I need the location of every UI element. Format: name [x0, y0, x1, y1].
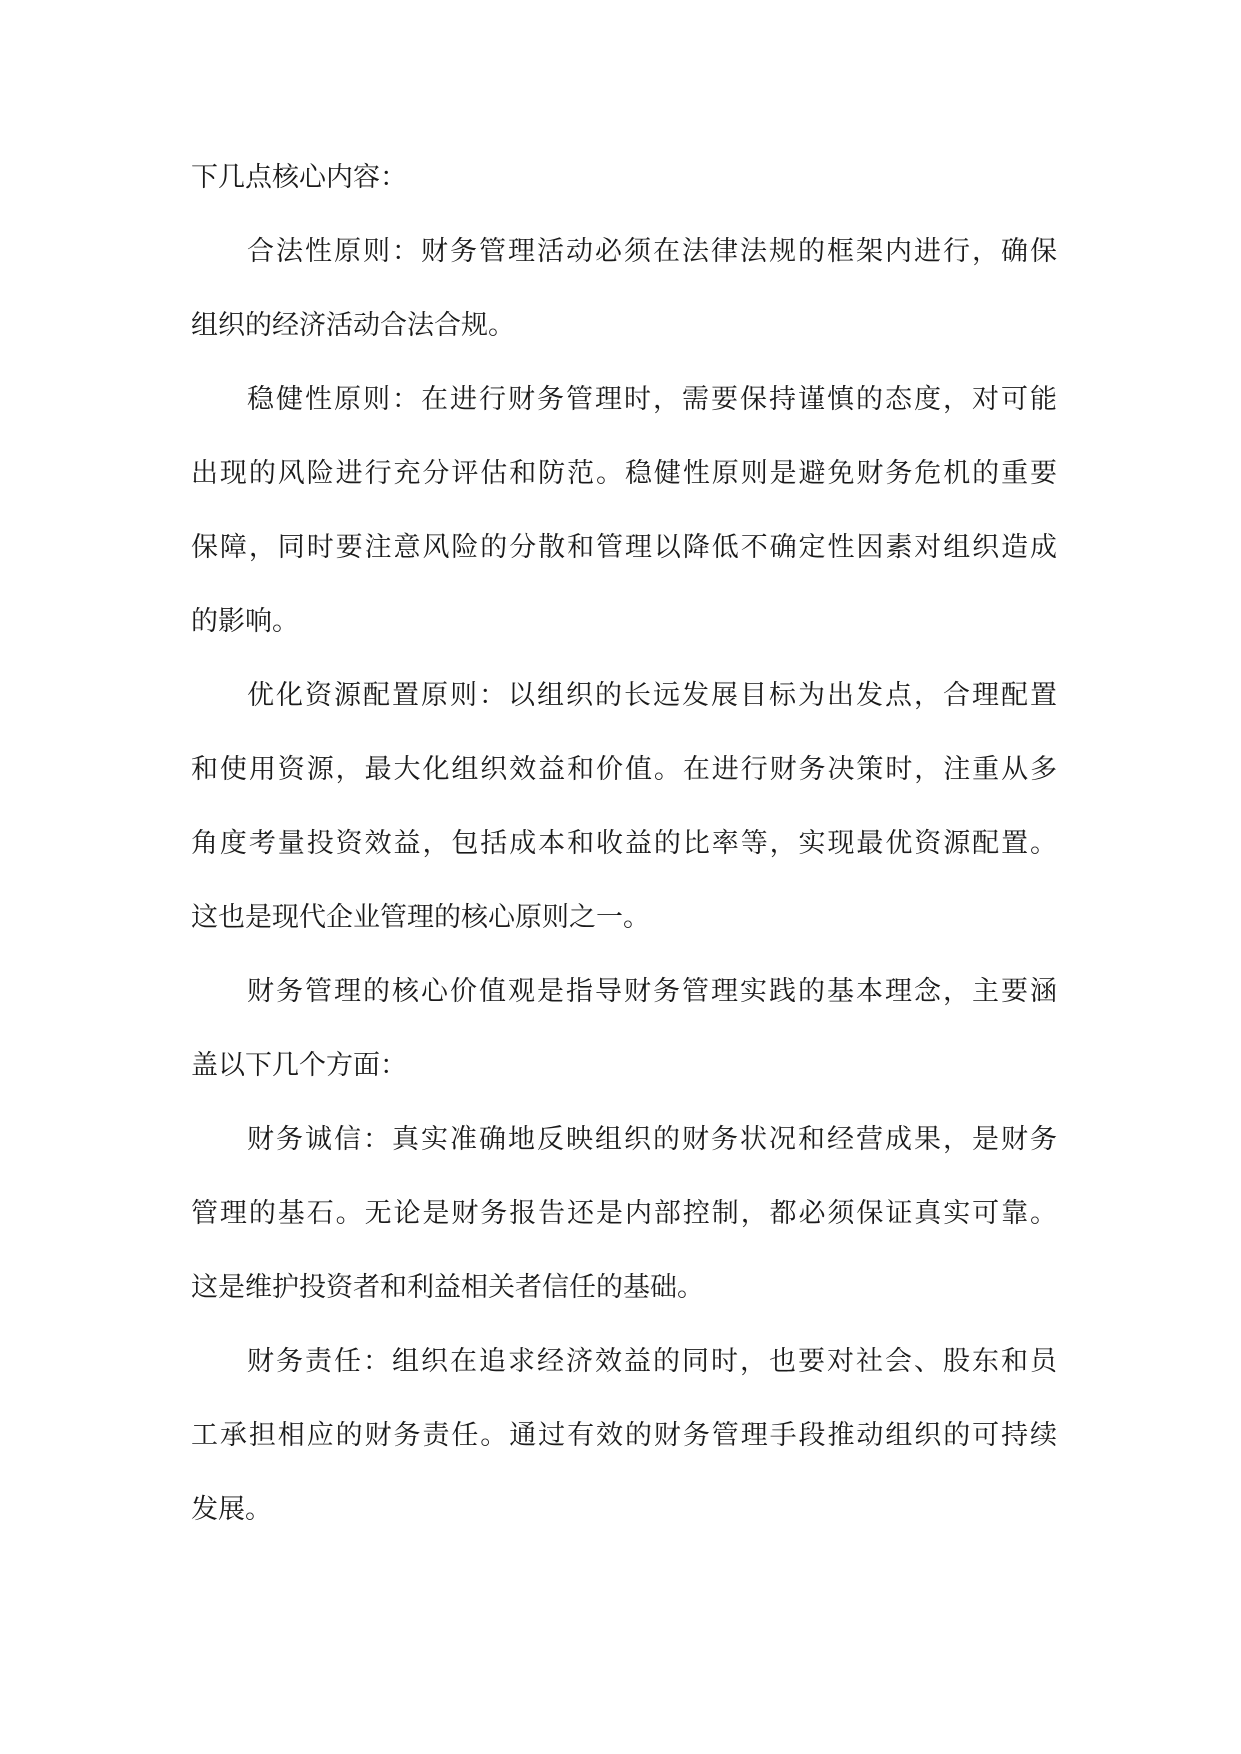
text-line: 保障，同时要注意风险的分散和管理以降低不确定性因素对组织造成 — [191, 532, 1057, 563]
text-line: 稳健性原则：在进行财务管理时，需要保持谨慎的态度，对可能 — [247, 384, 1057, 415]
text-line: 这是维护投资者和利益相关者信任的基础。 — [191, 1272, 704, 1303]
document-body — [191, 141, 1057, 1547]
text-line: 财务管理的核心价值观是指导财务管理实践的基本理念，主要涵 — [247, 976, 1057, 1007]
text-line: 发展。 — [191, 1494, 272, 1525]
text-line: 盖以下几个方面： — [191, 1050, 407, 1081]
text-line: 这也是现代企业管理的核心原则之一。 — [191, 902, 650, 933]
text-line: 合法性原则：财务管理活动必须在法律法规的框架内进行，确保 — [247, 236, 1057, 267]
text-line: 工承担相应的财务责任。通过有效的财务管理手段推动组织的可持续 — [191, 1420, 1057, 1451]
text-line: 财务诚信：真实准确地反映组织的财务状况和经营成果，是财务 — [247, 1124, 1057, 1155]
text-line: 角度考量投资效益，包括成本和收益的比率等，实现最优资源配置。 — [191, 828, 1057, 859]
text-line: 下几点核心内容： — [191, 162, 407, 193]
text-line: 出现的风险进行充分评估和防范。稳健性原则是避免财务危机的重要 — [191, 458, 1057, 489]
text-line: 和使用资源，最大化组织效益和价值。在进行财务决策时，注重从多 — [191, 754, 1057, 785]
text-line: 的影响。 — [191, 606, 299, 637]
text-line: 组织的经济活动合法合规。 — [191, 310, 515, 341]
text-line: 优化资源配置原则：以组织的长远发展目标为出发点，合理配置 — [247, 680, 1057, 711]
text-line: 管理的基石。无论是财务报告还是内部控制，都必须保证真实可靠。 — [191, 1198, 1057, 1229]
text-line: 财务责任：组织在追求经济效益的同时，也要对社会、股东和员 — [247, 1346, 1057, 1377]
